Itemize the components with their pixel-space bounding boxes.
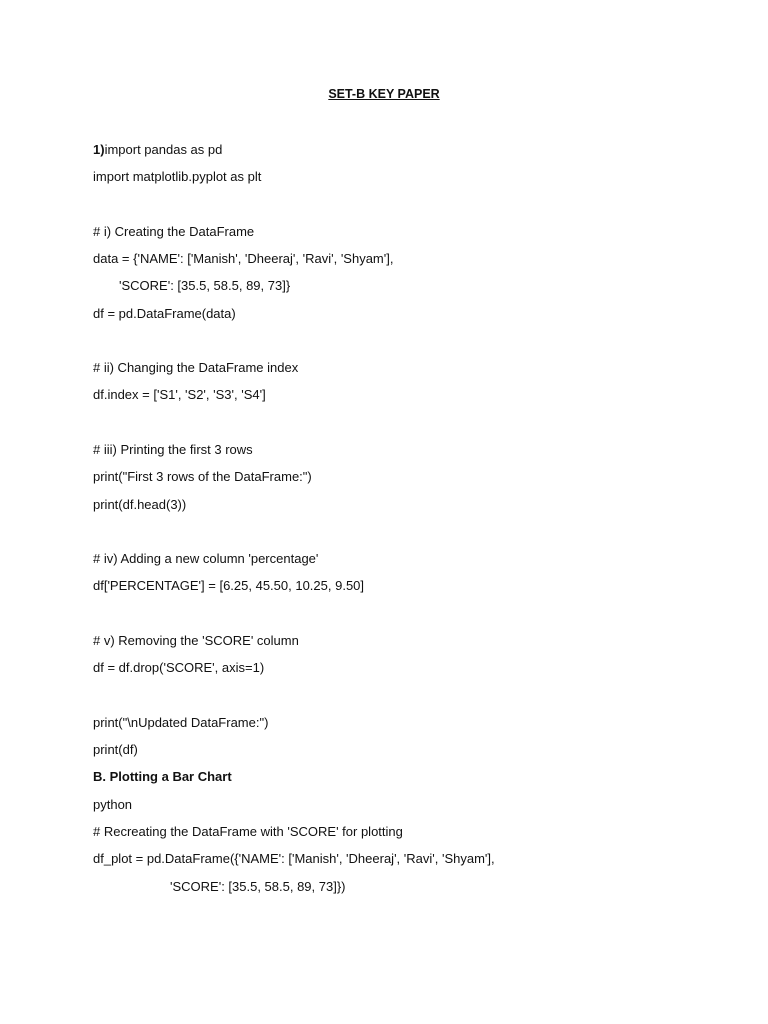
code-line-print-df: print(df) — [93, 742, 138, 757]
code-line-print-head: print(df.head(3)) — [93, 497, 187, 512]
code-line-drop: df = df.drop('SCORE', axis=1) — [93, 660, 265, 675]
code-line-score-list: 'SCORE': [35.5, 58.5, 89, 73]} — [119, 278, 291, 293]
code-line-df-plot: df_plot = pd.DataFrame({'NAME': ['Manish', 'Dheeraj', 'Ravi', 'Shyam'], — [93, 851, 495, 866]
code-line-plot-score: 'SCORE': [35.5, 58.5, 89, 73]}) — [170, 879, 346, 894]
code-line-df-index: df.index = ['S1', 'S2', 'S3', 'S4'] — [93, 387, 266, 402]
code-line-print-updated: print("\nUpdated DataFrame:") — [93, 715, 269, 730]
code-line-df-create: df = pd.DataFrame(data) — [93, 306, 236, 321]
comment-adding-column: # iv) Adding a new column 'percentage' — [93, 551, 319, 566]
code-text: import pandas as pd — [104, 142, 223, 157]
question-number: 1) — [93, 142, 105, 157]
comment-printing-rows: # iii) Printing the first 3 rows — [93, 442, 253, 457]
code-line-percentage: df['PERCENTAGE'] = [6.25, 45.50, 10.25, 9.50] — [93, 578, 365, 593]
comment-changing-index: # ii) Changing the DataFrame index — [93, 360, 299, 375]
code-line-import-pandas — [93, 142, 222, 158]
comment-removing-column: # v) Removing the 'SCORE' column — [93, 633, 299, 648]
code-line-data-dict: data = {'NAME': ['Manish', 'Dheeraj', 'Ravi', 'Shyam'], — [93, 251, 394, 266]
section-heading-bar-chart: B. Plotting a Bar Chart — [93, 769, 232, 784]
code-language-label: python — [93, 797, 133, 812]
code-line-import-matplotlib: import matplotlib.pyplot as plt — [93, 169, 262, 184]
comment-recreating-dataframe: # Recreating the DataFrame with 'SCORE' for plotting — [93, 824, 403, 839]
comment-creating-dataframe: # i) Creating the DataFrame — [93, 224, 255, 239]
page-title: SET-B KEY PAPER — [328, 87, 440, 101]
code-line-print-first3: print("First 3 rows of the DataFrame:") — [93, 469, 312, 484]
